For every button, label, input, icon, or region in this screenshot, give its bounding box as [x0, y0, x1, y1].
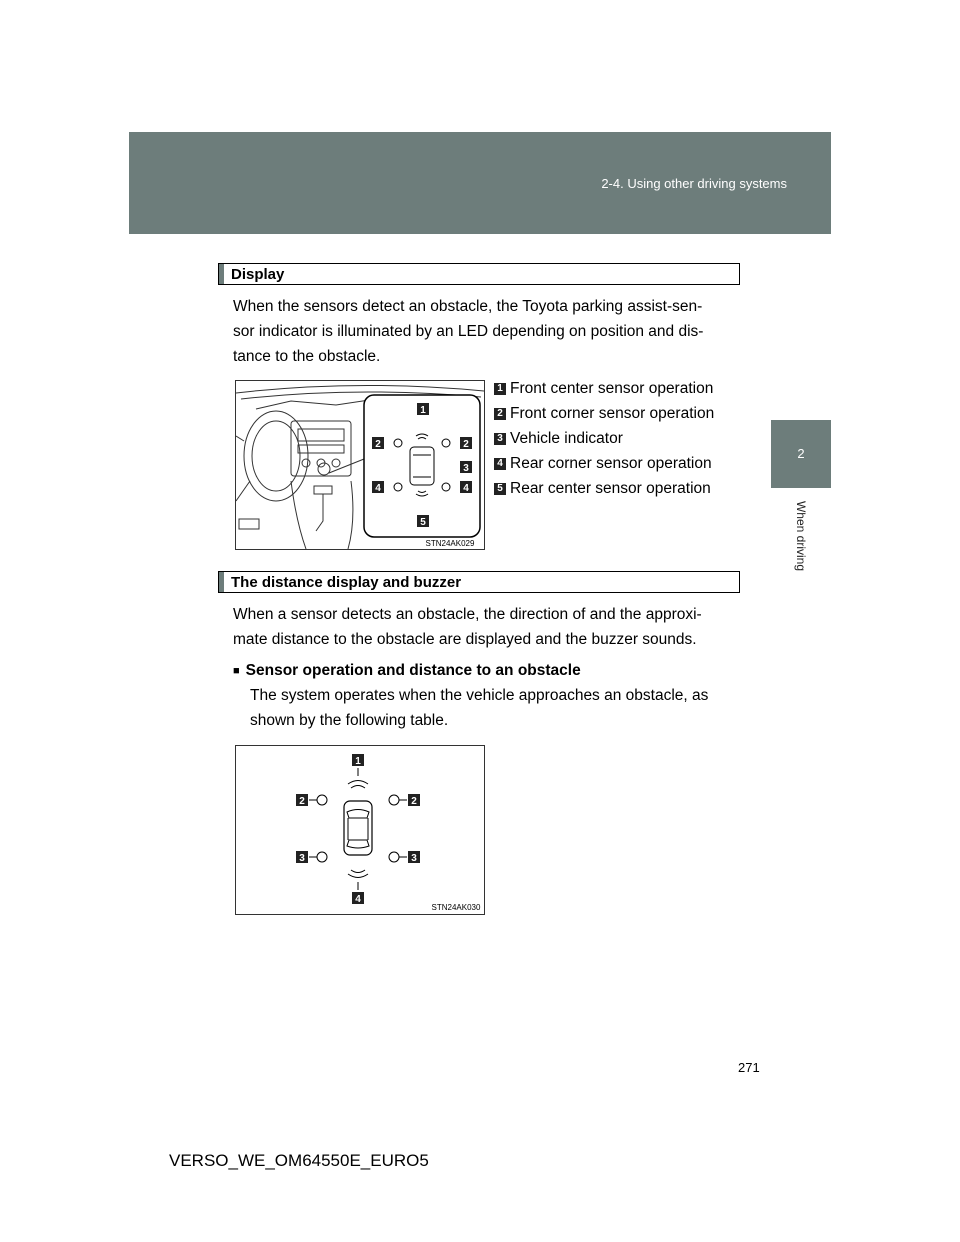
legend-item: [494, 476, 714, 501]
sensor-diagram: [236, 746, 484, 914]
dashboard-illustration: [236, 381, 484, 549]
legend-number: 3: [494, 433, 506, 445]
page-number: 271: [738, 1060, 760, 1075]
text-line: mate distance to the obstacle are displayed and the buzzer sounds.: [233, 631, 697, 648]
section-header-display: [218, 263, 740, 285]
text-line: shown by the following table.: [250, 712, 449, 729]
chapter-number: 2: [797, 446, 805, 461]
sensor-figure: [235, 745, 485, 915]
section-title-distance: The distance display and buzzer: [231, 574, 462, 591]
legend-number: 4: [494, 458, 506, 470]
dashboard-figure: [235, 380, 485, 550]
svg-text:2: 2: [299, 796, 305, 807]
svg-text:1: 1: [355, 756, 361, 767]
section-header-bar: [219, 572, 224, 592]
legend-label: Rear corner sensor operation: [510, 454, 712, 472]
svg-text:4: 4: [355, 894, 361, 905]
legend-label: Vehicle indicator: [510, 429, 623, 447]
svg-text:2: 2: [375, 439, 381, 450]
svg-text:5: 5: [420, 517, 426, 528]
bullet-marker: ■: [233, 665, 240, 677]
legend-label: Rear center sensor operation: [510, 479, 711, 497]
legend-number: 5: [494, 483, 506, 495]
figure-code: STN24AK030: [431, 903, 481, 912]
svg-text:2: 2: [411, 796, 417, 807]
text-line: When a sensor detects an obstacle, the direction of and the approxi-: [233, 606, 702, 623]
svg-text:1: 1: [420, 405, 426, 416]
legend-number: 1: [494, 383, 506, 395]
svg-text:3: 3: [463, 463, 469, 474]
sensor-legend: [494, 376, 714, 501]
svg-text:3: 3: [299, 853, 305, 864]
legend-item: [494, 401, 714, 426]
document-code: VERSO_WE_OM64550E_EURO5: [169, 1151, 429, 1170]
chapter-tab: [771, 420, 831, 488]
legend-item: [494, 451, 714, 476]
legend-item: [494, 426, 714, 451]
bullet-title: Sensor operation and distance to an obstacle: [245, 662, 581, 679]
bullet-heading: [233, 658, 743, 684]
header-band: [129, 132, 831, 234]
legend-label: Front center sensor operation: [510, 379, 714, 397]
section-title-display: Display: [231, 266, 285, 283]
legend-label: Front corner sensor operation: [510, 404, 715, 422]
bullet-paragraph: [250, 683, 745, 733]
text-line: When the sensors detect an obstacle, the Toyota parking assist-sen-: [233, 298, 703, 315]
display-paragraph: [233, 294, 743, 369]
section-breadcrumb: 2-4. Using other driving systems: [601, 176, 787, 191]
figure-code: STN24AK029: [425, 539, 475, 548]
svg-text:4: 4: [375, 483, 381, 494]
legend-item: [494, 376, 714, 401]
legend-number: 2: [494, 408, 506, 420]
svg-text:2: 2: [463, 439, 469, 450]
text-line: tance to the obstacle.: [233, 348, 381, 365]
text-line: The system operates when the vehicle approaches an obstacle, as: [250, 687, 709, 704]
section-header-bar: [219, 264, 224, 284]
text-line: sor indicator is illuminated by an LED depending on position and dis-: [233, 323, 704, 340]
section-header-distance: [218, 571, 740, 593]
svg-text:4: 4: [463, 483, 469, 494]
svg-text:3: 3: [411, 853, 417, 864]
chapter-label: When driving: [794, 500, 808, 572]
distance-paragraph: [233, 602, 743, 652]
